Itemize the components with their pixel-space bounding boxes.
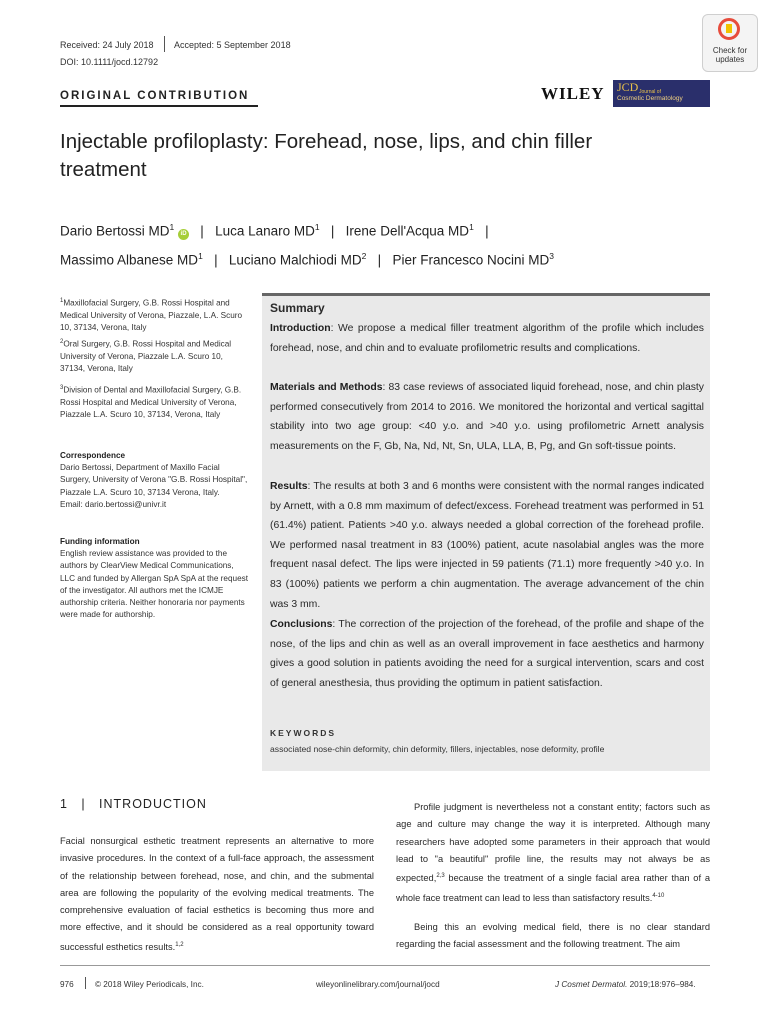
affiliation-text: Maxillofacial Surgery, G.B. Rossi Hospital and Medical University of Verona, Piazzale, L.A. Scuro 10, 37134, Verona, Italy [60, 298, 243, 333]
doi[interactable]: DOI: 10.1111/jocd.12792 [60, 57, 159, 67]
author-affiliation: 1 [198, 250, 203, 261]
journal-logo [613, 80, 710, 107]
citation-ref[interactable]: 1,2 [175, 941, 184, 948]
author-name[interactable]: Dario Bertossi MD [60, 223, 170, 239]
footer-rule [60, 965, 710, 966]
affiliation-number: 1 [60, 298, 64, 304]
correspondence-email[interactable]: Email: dario.bertossi@univr.it [60, 499, 167, 509]
author-affiliation: 1 [469, 222, 474, 232]
affiliation-2 [60, 336, 250, 375]
abstract-conclusions [270, 615, 704, 693]
check-for-updates-badge[interactable] [702, 14, 758, 72]
author-name[interactable]: Irene Dell'Acqua MD [345, 223, 470, 239]
updates-line1: Check for [712, 46, 748, 55]
citation-ref[interactable]: 2,3 [436, 873, 445, 880]
paragraph-text: because the treatment of a single facial area rather than of a whole face treatment can lead to less than satisfactory results. [396, 873, 710, 903]
citation-journal: J Cosmet Dermatol. [555, 980, 628, 989]
funding-text: English review assistance was provided to the authors by ClearView Medical Communications, LLC and funded by Allergan SpA SpA at the request of the investigator. All authors met the ICMJE authorship criteria. Neither honoraria nor payments were made for authorship. [60, 549, 248, 620]
author-separator: | [200, 223, 204, 239]
author-name[interactable]: Luciano Malchiodi MD [228, 252, 362, 267]
abstract-results [270, 477, 704, 614]
author-affiliation: 3 [549, 250, 554, 261]
abstract-introduction [270, 319, 704, 358]
title-line-2: treatment [60, 158, 147, 181]
affiliation-3 [60, 382, 250, 421]
citation-details: 2019;18:976–984. [627, 980, 696, 989]
copyright: © 2018 Wiley Periodicals, Inc. [95, 980, 204, 989]
results-text: : The results at both 3 and 6 months were consistent with the normal ranges indicated by Arnett, with a 0.8 mm maximum of defect/excess. Forehead treatment was performed in 51 (61.4%) patient. Patients >40 y.o. always needed a global correction of the forehead profile. We performed nasal treatment in 83 (100%) patient, acute nasolabial angles was the more frequent nasal defect. The lips were injected in 59 patients (71.1) more frequently >40 y.o. In 83 (100%) patients we perform a chin augmentation. The average advancement of the chin was 3 mm. [270, 481, 704, 610]
footer-divider [85, 977, 86, 989]
journal-name: Cosmetic Dermatology [617, 95, 683, 102]
keywords-heading: KEYWORDS [270, 728, 337, 738]
author-affiliation: 1 [169, 222, 175, 232]
summary-heading: Summary [270, 301, 325, 315]
orcid-icon[interactable]: iD [178, 229, 189, 240]
author-name[interactable]: Pier Francesco Nocini MD [392, 252, 550, 267]
paragraph-text: Profile judgment is nevertheless not a constant entity; factors such as age and culture may change the way it is interpreted. Although many researchers have adopted some parameters in their approach that would lead to "a beautiful" profile line, the results may not always be as expected, [396, 802, 710, 884]
affiliation-1 [60, 295, 250, 334]
received-date: Received: 24 July 2018 [60, 40, 154, 50]
article-title [60, 128, 700, 184]
section-type: ORIGINAL CONTRIBUTION [60, 90, 250, 102]
author-separator: | [214, 252, 218, 267]
publisher-logo: WILEY [541, 84, 605, 103]
bookmark-icon [718, 18, 740, 40]
accepted-date: Accepted: 5 September 2018 [174, 40, 291, 50]
author-affiliation: 1 [314, 222, 320, 232]
methods-text: : 83 case reviews of associated liquid forehead, nose, and chin plasty performed consecutively from 2014 to 2016. We monitored the horizontal and vertical sagittal stability into two age group: <40 y.o. and >40 y.o. using profilometric Arnett analysis measurements on the F, Gb, Na, Nd, Nt, Sn, ULA, LLA, B, Pg, and Gn soft‐tissue points. [270, 382, 704, 452]
updates-line2: updates [715, 55, 745, 64]
affiliation-number: 3 [60, 385, 64, 391]
intro-left-paragraph [60, 833, 374, 956]
introduction-text: : We propose a medical filler treatment algorithm of the profile which includes forehead, nose, and chin and to evaluate profilometric results and complications. [270, 323, 704, 354]
keywords-list: associated nose‐chin deformity, chin deformity, fillers, injectables, nose deformity, profile [270, 744, 605, 754]
abstract-top-rule [262, 293, 710, 296]
section-heading [60, 797, 207, 811]
section-separator: | [81, 797, 86, 811]
author-affiliation: 2 [361, 250, 367, 261]
section-number: 1 [60, 797, 68, 811]
author-separator: | [485, 223, 489, 239]
author-list [60, 215, 710, 272]
section-title: INTRODUCTION [99, 797, 207, 811]
abstract-methods [270, 378, 704, 456]
author-separator: | [330, 223, 335, 239]
citation [555, 980, 696, 989]
paragraph-text: Facial nonsurgical esthetic treatment represents an alternative to more invasive procedures. In the context of a full‐face approach, the assessment of the relationship between forehead, nose, and chin, and the submental area are following the popularity of the evolving medical treatments. The comprehensive evaluation of facial esthetics is becoming thus more and more effective, and it should be considered as a real opportunity toward successful esthetics results. [60, 836, 374, 952]
intro-right-paragraph-1 [396, 799, 710, 907]
author-line-2 [60, 244, 710, 273]
author-name[interactable]: Massimo Albanese MD [60, 252, 199, 267]
conclusions-text: : The correction of the projection of the forehead, of the profile and shape of the nose, of the lips and chin as well as an overall improvement in face aesthetics and harmony gives a good solution in patients avoiding the need for a surgical intervention, scars and cost of general anesthesia, thus providing the optimum in patient satisfaction. [270, 619, 704, 689]
header-divider [164, 36, 165, 52]
introduction-label: Introduction [270, 323, 331, 334]
journal-small-text: Journal of [639, 89, 661, 95]
affiliation-text: Division of Dental and Maxillofacial Surgery, G.B. Rossi Hospital and Medical University of Verona, Piazzale L.A. Scuro 10, 37134, Verona, Italy [60, 385, 242, 420]
methods-label: Materials and Methods [270, 382, 383, 393]
citation-ref[interactable]: 4‐10 [652, 892, 665, 899]
section-type-underline [60, 105, 258, 107]
page-number: 976 [60, 980, 74, 989]
affiliation-text: Oral Surgery, G.B. Rossi Hospital and Medical University of Verona, Piazzale L.A. Scuro 10, 37134, Verona, Italy [60, 339, 232, 374]
correspondence-block [60, 450, 250, 511]
journal-url[interactable]: wileyonlinelibrary.com/journal/jocd [316, 980, 440, 989]
paragraph-text: Being this an evolving medical field, there is no clear standard regarding the facial assessment and the following treatment. The aim [396, 922, 710, 950]
intro-right-paragraph-2 [396, 919, 710, 954]
funding-heading: Funding information [60, 537, 140, 546]
author-name[interactable]: Luca Lanaro MD [215, 223, 315, 239]
author-line-1 [60, 215, 710, 244]
funding-block [60, 536, 250, 621]
affiliation-number: 2 [60, 339, 64, 345]
results-label: Results [270, 481, 308, 492]
title-line-1: Injectable profiloplasty: Forehead, nose, lips, and chin filler [60, 130, 593, 153]
author-separator: | [377, 252, 382, 267]
journal-abbrev: JCD [617, 80, 639, 94]
correspondence-text: Dario Bertossi, Department of Maxillo Facial Surgery, University of Verona "G.B. Rossi Hospital", Piazzale L.A. Scuro 10, 37134 Verona, Italy. [60, 463, 248, 497]
conclusions-label: Conclusions [270, 619, 333, 630]
correspondence-heading: Correspondence [60, 451, 126, 460]
